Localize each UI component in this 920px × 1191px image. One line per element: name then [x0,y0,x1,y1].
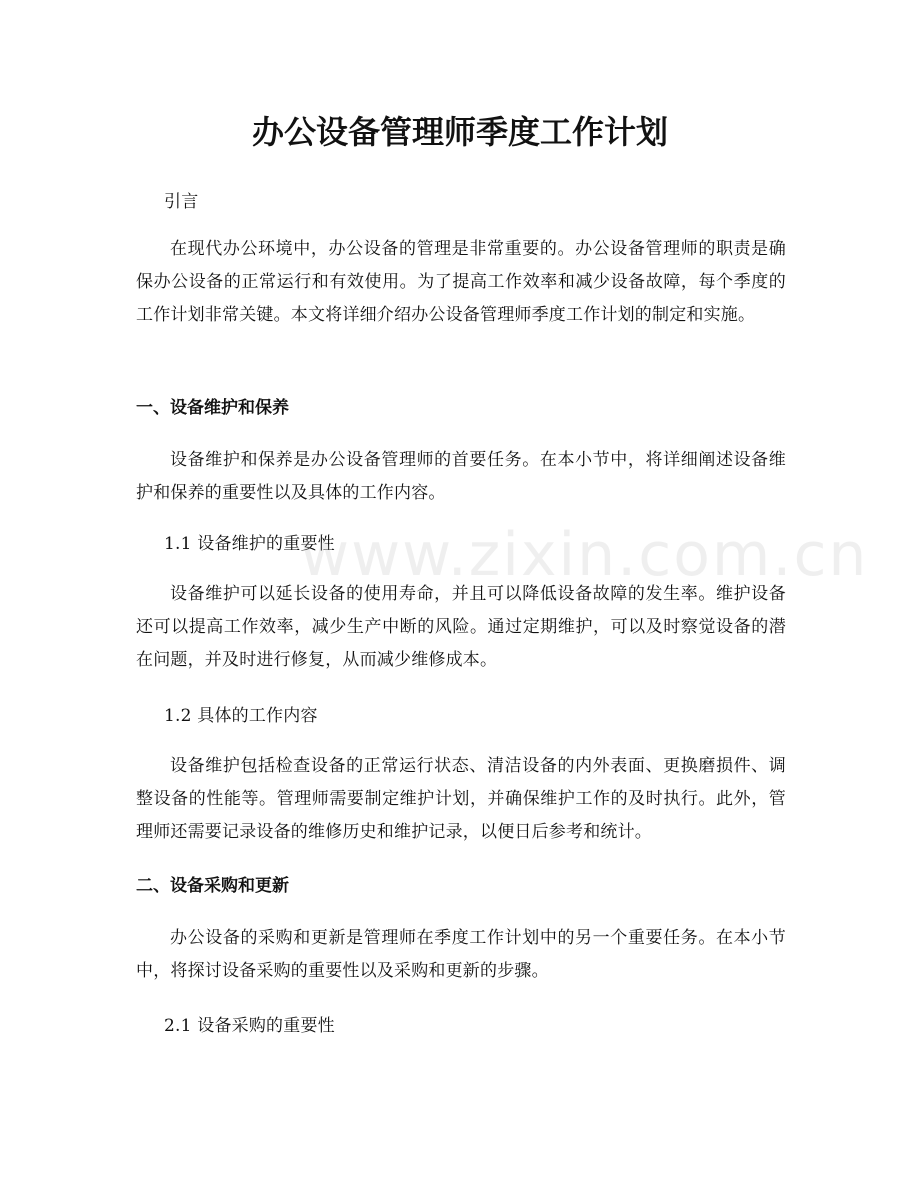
intro-paragraph: 在现代办公环境中，办公设备的管理是非常重要的。办公设备管理师的职责是确保办公设备的正常运行和有效使用。为了提高工作效率和减少设备故障，每个季度的工作计划非常关键。本文将详细介绍办公设备管理师季度工作计划的制定和实施。 [136,239,786,325]
section2-sub1-heading: 2.1 设备采购的重要性 [164,1016,335,1036]
section1-sub2-heading: 1.2 具体的工作内容 [164,706,318,726]
document-title: 办公设备管理师季度工作计划 [251,113,668,151]
section1-sub1-paragraph: 设备维护可以延长设备的使用寿命，并且可以降低设备故障的发生率。维护设备还可以提高工作效率，减少生产中断的风险。通过定期维护，可以及时察觉设备的潜在问题，并及时进行修复，从而减少维修成本。 [136,584,786,670]
section1-heading: 一、设备维护和保养 [136,398,289,418]
section1-sub2-paragraph: 设备维护包括检查设备的正常运行状态、清洁设备的内外表面、更换磨损件、调整设备的性能等。管理师需要制定维护计划，并确保维护工作的及时执行。此外，管理师还需要记录设备的维修历史和维护记录，以便日后参考和统计。 [136,756,786,842]
section2-paragraph: 办公设备的采购和更新是管理师在季度工作计划中的另一个重要任务。在本小节中，将探讨设备采购的重要性以及采购和更新的步骤。 [136,928,786,981]
section2-heading: 二、设备采购和更新 [136,876,289,896]
section1-paragraph: 设备维护和保养是办公设备管理师的首要任务。在本小节中，将详细阐述设备维护和保养的重要性以及具体的工作内容。 [136,450,786,503]
intro-label: 引言 [164,192,199,212]
section1-sub1-heading: 1.1 设备维护的重要性 [164,534,335,554]
watermark: www.zixin.com.cn [300,520,869,590]
